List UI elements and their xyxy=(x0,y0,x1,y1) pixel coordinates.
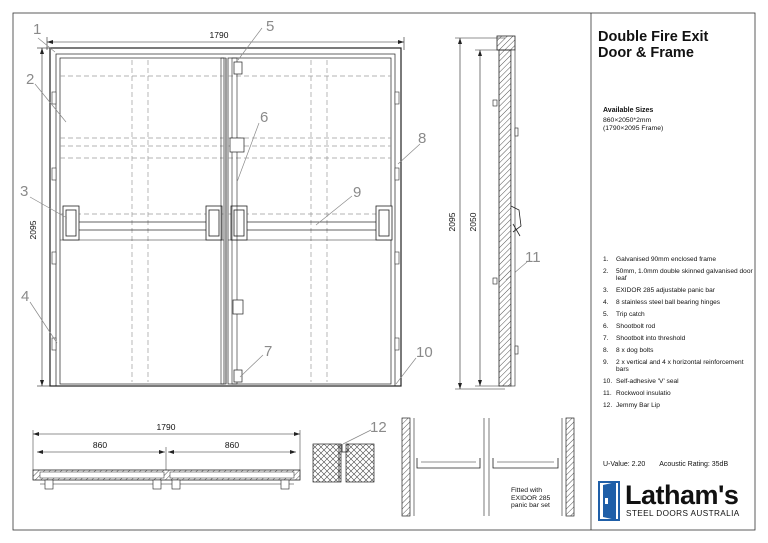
legend-text: 8 stainless steel ball bearing hinges xyxy=(616,299,721,306)
dim-plan-total: 1790 xyxy=(156,422,176,432)
callout-7: 7 xyxy=(264,343,273,360)
drawing-title xyxy=(598,29,748,61)
legend-num: 5. xyxy=(603,311,609,318)
sizes-heading: Available Sizes xyxy=(603,107,654,114)
legend-item xyxy=(603,390,753,397)
size-leaf: 860×2050*2mm xyxy=(603,117,652,124)
fitted-note-line: panic bar set xyxy=(511,502,550,509)
callout-12: 12 xyxy=(370,419,387,436)
dim-plan-leaf-right: 860 xyxy=(224,440,240,450)
callout-5: 5 xyxy=(266,18,275,35)
legend-num: 4. xyxy=(603,299,609,306)
dim-side-frame-height: 2095 xyxy=(447,212,457,232)
logo-wordmark: Latham's xyxy=(625,480,739,510)
fitted-note-line: Fitted with xyxy=(511,487,542,494)
legend-text: 50mm, 1.0mm double skinned galvanised door leaf xyxy=(616,268,753,282)
plan-section xyxy=(33,430,300,489)
callout-6: 6 xyxy=(260,109,269,126)
dim-frame-width: 1790 xyxy=(209,30,229,40)
legend-num: 3. xyxy=(603,287,609,294)
dim-plan-leaf-left: 860 xyxy=(92,440,108,450)
component-legend xyxy=(603,256,753,414)
u-value: U-Value: 2.20 xyxy=(603,461,646,468)
callout-10: 10 xyxy=(416,344,433,361)
size-frame: (1790×2095 Frame) xyxy=(603,125,664,132)
side-section xyxy=(455,36,521,389)
legend-text: Self-adhesive 'V' seal xyxy=(616,378,679,385)
legend-num: 8. xyxy=(603,347,609,354)
ratings-row xyxy=(603,461,728,468)
logo-subtitle: STEEL DOORS AUSTRALIA xyxy=(626,509,740,518)
callout-3: 3 xyxy=(20,183,29,200)
legend-item xyxy=(603,268,753,282)
legend-num: 10. xyxy=(603,378,613,385)
title-line: Door & Frame xyxy=(598,45,694,61)
legend-text: EXIDOR 285 adjustable panic bar xyxy=(616,287,715,294)
legend-text: 8 x dog bolts xyxy=(616,347,654,354)
legend-num: 2. xyxy=(603,268,609,275)
front-elevation xyxy=(37,37,404,386)
dim-side-leaf-height: 2050 xyxy=(468,212,478,232)
callout-4: 4 xyxy=(21,288,30,305)
legend-item xyxy=(603,402,753,409)
legend-text: Jemmy Bar Lip xyxy=(616,402,660,409)
title-panel xyxy=(591,13,755,530)
acoustic-rating: Acoustic Rating: 35dB xyxy=(659,461,729,468)
legend-num: 1. xyxy=(603,256,609,263)
legend-item xyxy=(603,359,753,373)
legend-text: 2 x vertical and 4 x horizontal reinforcement bars xyxy=(616,359,744,373)
legend-text: Rockwool insulatio xyxy=(616,390,671,397)
legend-text: Shootbolt rod xyxy=(616,323,656,330)
callout-1: 1 xyxy=(33,21,42,38)
lathams-logo xyxy=(597,480,749,522)
legend-num: 6. xyxy=(603,323,609,330)
legend-num: 7. xyxy=(603,335,609,342)
legend-item xyxy=(603,335,753,342)
callout-8: 8 xyxy=(418,130,427,147)
legend-item xyxy=(603,287,753,294)
fitted-note xyxy=(511,487,581,510)
legend-text: Galvanised 90mm enclosed frame xyxy=(616,256,717,263)
legend-item xyxy=(603,299,753,306)
legend-num: 12. xyxy=(603,402,613,409)
legend-item xyxy=(603,256,753,263)
fitted-note-line: EXIDOR 285 xyxy=(511,494,551,502)
legend-num: 9. xyxy=(603,359,609,366)
callout-11: 11 xyxy=(525,249,541,266)
legend-item xyxy=(603,378,753,385)
legend-text: Shootbolt into threshold xyxy=(616,335,686,342)
legend-item xyxy=(603,311,753,318)
callout-2: 2 xyxy=(26,71,35,88)
legend-item xyxy=(603,323,753,330)
callout-9: 9 xyxy=(353,184,362,201)
legend-num: 11. xyxy=(603,390,612,397)
legend-item xyxy=(603,347,753,354)
dim-frame-height: 2095 xyxy=(28,220,38,240)
legend-text: Trip catch xyxy=(616,311,645,318)
logo-door-icon xyxy=(597,480,623,522)
title-line: Double Fire Exit xyxy=(598,29,709,45)
jemmy-lip-detail xyxy=(313,444,374,482)
